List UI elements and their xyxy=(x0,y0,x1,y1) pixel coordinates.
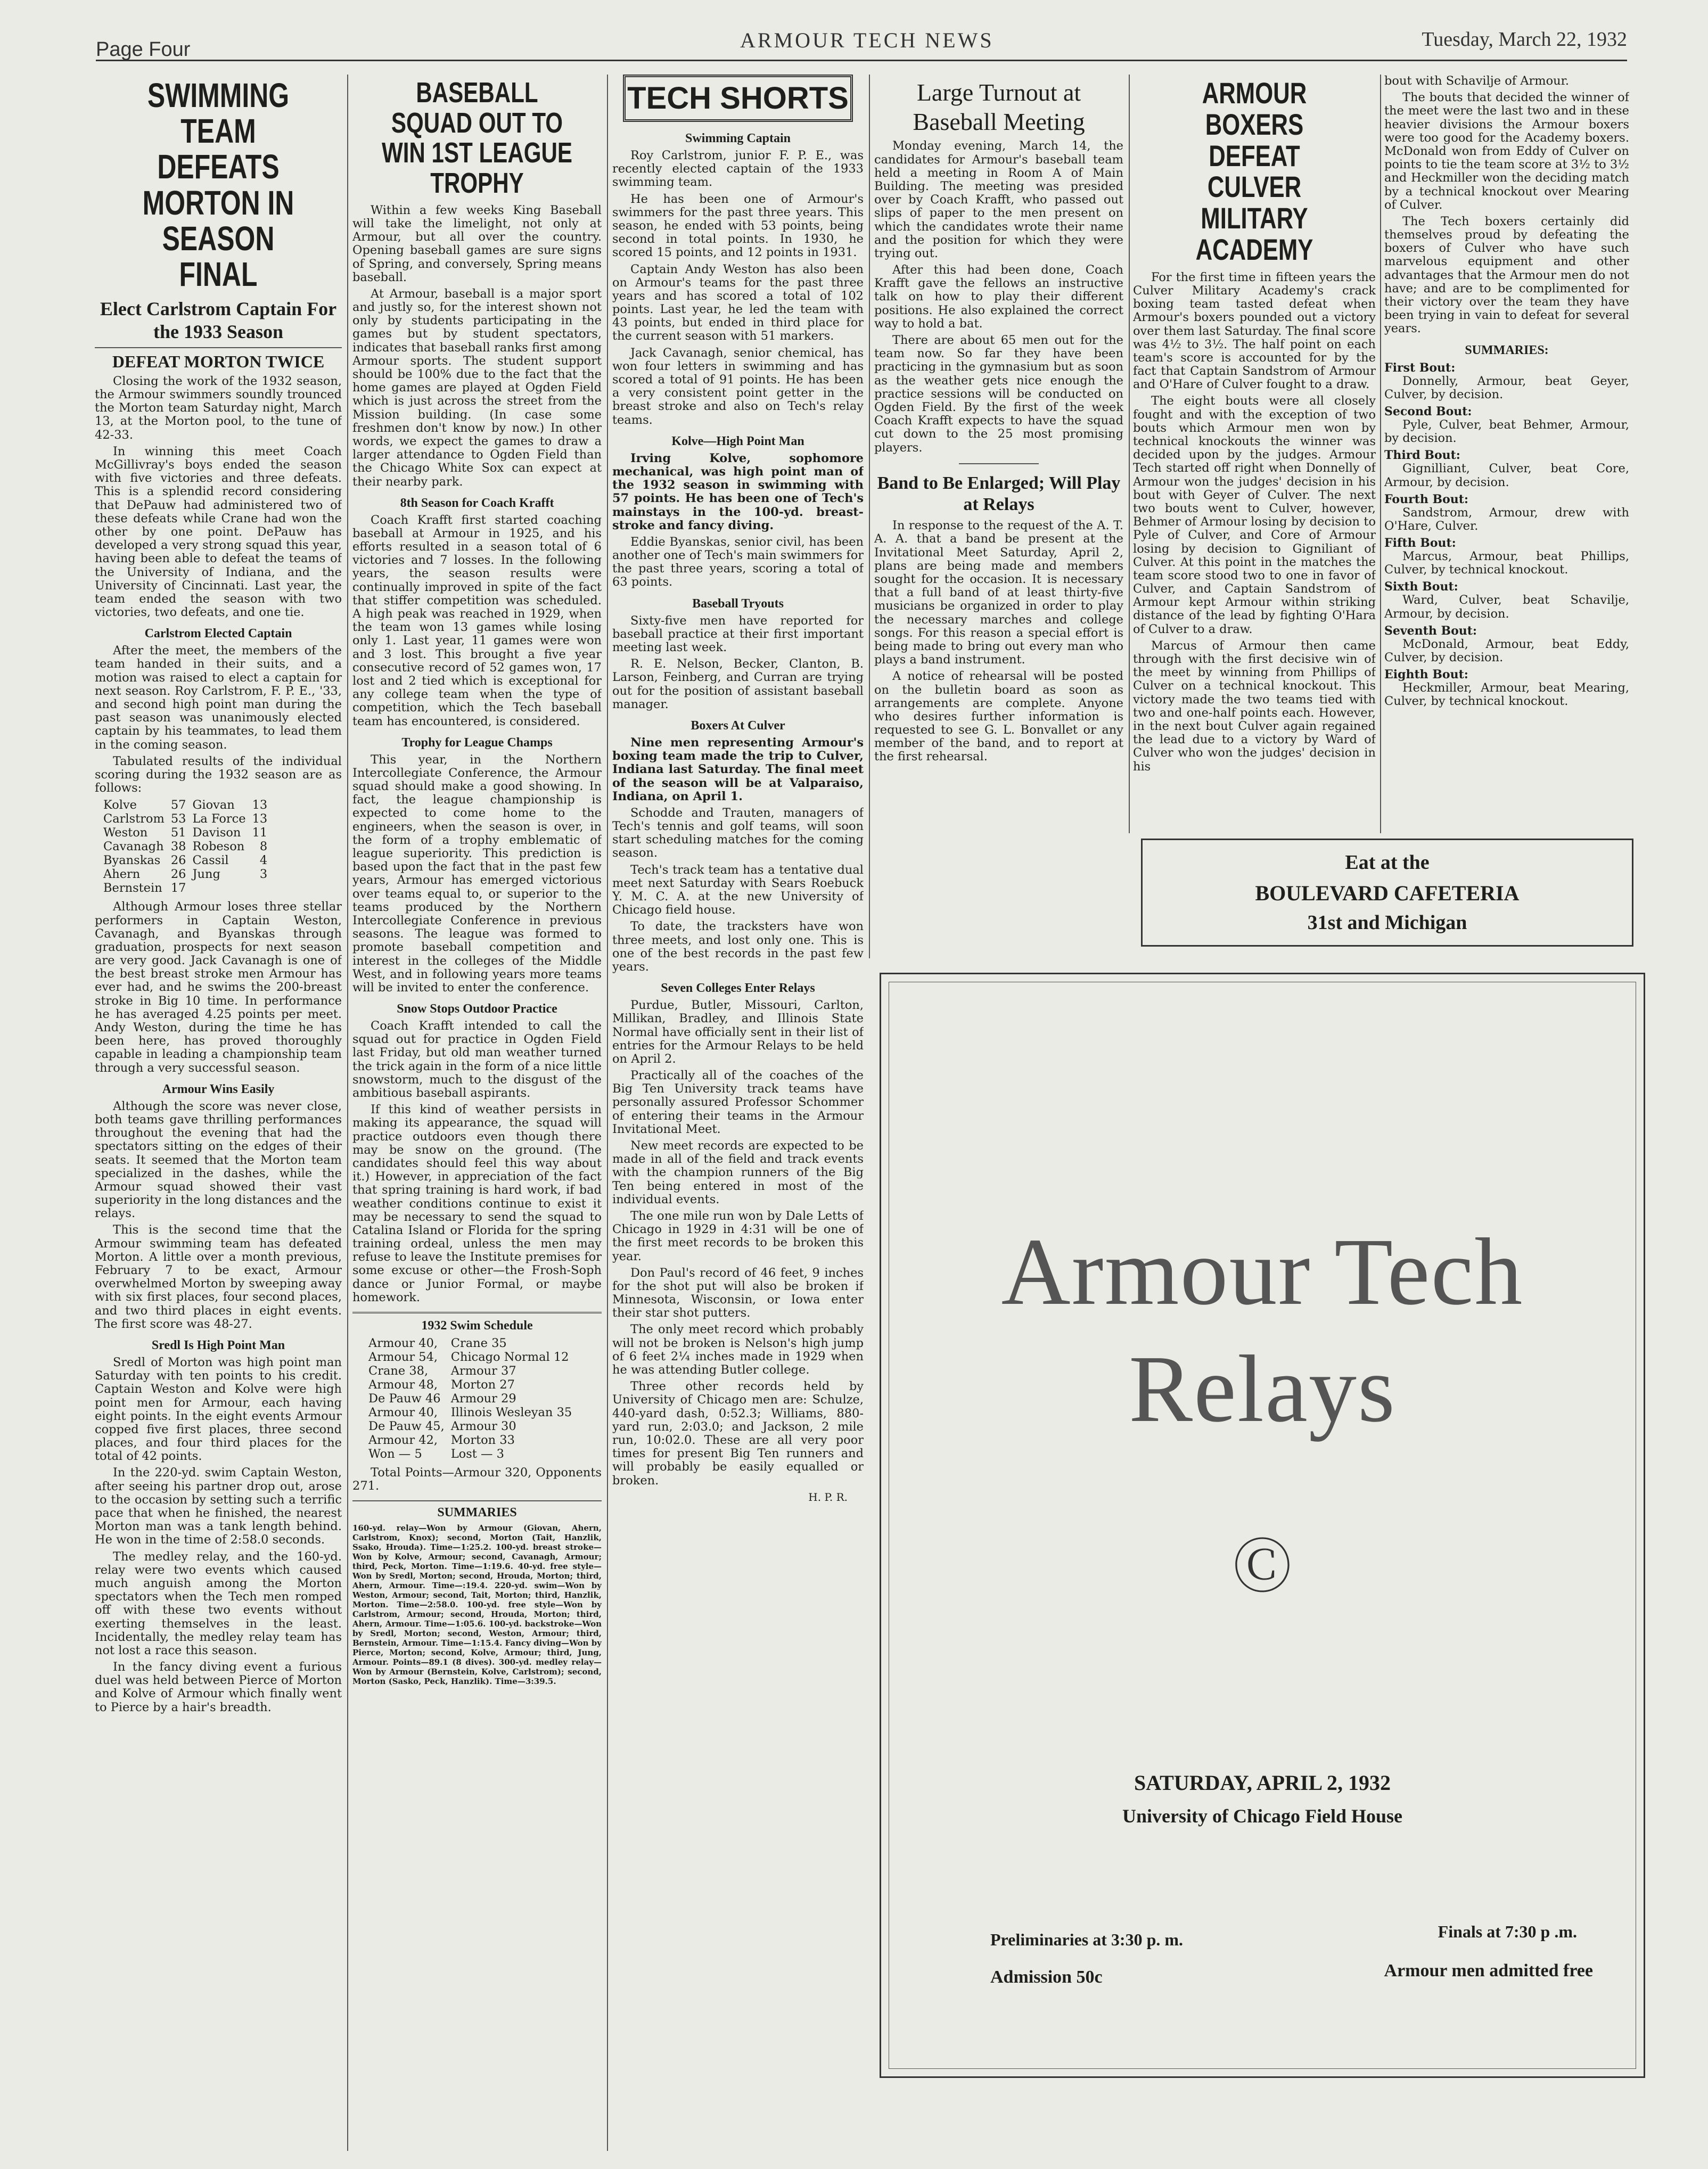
table-cell: Won — 5 xyxy=(368,1447,422,1461)
article-subhead: Kolve—High Point Man xyxy=(671,434,804,448)
article-paragraph: Sredl of Morton was high point man Saturday with ten points to his credit. Captain Weston and Kolve were high point men for Armour, each having eight points. In the eight events Armour copped five first places, three second places, and four third places for the total of 42 points. xyxy=(95,1355,342,1464)
table-cell: Giovan xyxy=(192,798,235,812)
summaries-title: SUMMARIES xyxy=(352,1500,602,1520)
table-cell: Byanskas xyxy=(103,853,161,868)
article-paragraph: In the 220-yd. swim Captain Weston, after seeing his partner drop out, arose to the occasion by setting such a terrific pace that when he finished, the nearest Morton man was a tank length behind. He won in the time of 2:58.0 seconds. xyxy=(95,1466,342,1547)
ad-line: BOULEVARD CAFETERIA xyxy=(1255,881,1520,905)
table-cell: Weston xyxy=(103,826,148,840)
schedule-total: Total Points—Armour 320, Opponents 271. xyxy=(352,1466,602,1493)
column-rule xyxy=(347,75,348,2151)
table-cell: Armour 37 xyxy=(450,1364,516,1378)
article-paragraph: The medley relay, and the 160-yd. relay were two events which caused much anguish among the Morton spectators when the Tech men romped off with these two events without exerting themselves in the least. Incidentally, the medley relay team has not lost a race this season. xyxy=(95,1549,342,1657)
article-paragraph: bout with Schavilje of Armour. xyxy=(1384,75,1570,88)
table-row xyxy=(365,1378,575,1392)
article-subhead: 8th Season for Coach Krafft xyxy=(400,496,554,510)
page-label: Page Four xyxy=(96,38,191,61)
schedule-title: 1932 Swim Schedule xyxy=(421,1319,533,1333)
column-rule xyxy=(869,75,870,958)
table-cell: Kolve xyxy=(103,798,137,812)
swim-schedule xyxy=(352,1312,602,1493)
table-row xyxy=(365,1336,575,1350)
table-cell: Armour 48, xyxy=(368,1378,438,1392)
article-paragraph: The eight bouts were all closely fought and with the exception of two bouts which Armour men won by technical knockouts the winner was decided upon by the judges. Armour Tech started off right when Donnelly of Armour won the judges' decision in his bout with Geyer of Culver. The next two bouts went to Culver, however, Behmer of Armour losing by decision to Pyle of Culver, and Core of Armour losing by decision to Gigniliant of Culver. At this point in the matches the team score stood two to one in favor of Culver, and Captain Sandstrom of Armour kept Armour within striking distance of the lead by fighting O'Hara of Culver to a draw. xyxy=(1133,394,1376,636)
table-cell xyxy=(189,881,249,895)
column-rule xyxy=(1380,75,1381,833)
bout-label: First Bout: xyxy=(1384,360,1456,375)
baseball-article xyxy=(352,75,602,2151)
individual-scoring-table xyxy=(100,798,270,895)
article-subhead: Armour Wins Easily xyxy=(162,1082,275,1096)
bout-label: Sixth Bout: xyxy=(1384,580,1458,594)
event-date: SATURDAY, APRIL 2, 1932 xyxy=(1134,1771,1391,1795)
article-paragraph: Nine men representing Armour's boxing team made the trip to Culver, Indiana last Saturday. The final meet of the season will be at Valparaiso, Indiana, on April 1. xyxy=(612,735,864,803)
divider xyxy=(959,463,1039,464)
relays-ad xyxy=(880,973,1645,2078)
article-paragraph: Coach Krafft first started coaching baseball at Armour in 1925, and his efforts resulted in a season total of 6 victories and 7 losses. In the following years, the season results were continually improved in spite of the fact that stiffer competition was scheduled. A high peak was reached in 1929, when the team won 13 games while losing only 1. Last year, 11 games were won and 3 lost. This brought a five year consecutive record of 52 games won, 17 lost and 2 tied which is exceptional for any college team when the type of competition, which the Tech baseball team has encountered, is considered. xyxy=(352,513,602,728)
table-row xyxy=(100,840,270,853)
table-cell: 8 xyxy=(259,840,268,854)
finals-time: Finals at 7:30 p .m. xyxy=(1438,1922,1577,1941)
article-paragraph: Captain Andy Weston has also been on Armour's teams for the past three years and has scored a total of 102 points. Last year, he led the team with 43 points, but ended in third place for the current season with 51 markers. xyxy=(612,262,864,343)
article-paragraph: New meet records are expected to be made in all of the field and track events with the champion runners of the Big Ten being entered in most of the individual events. xyxy=(612,1139,864,1206)
table-cell: Carlstrom xyxy=(103,812,165,826)
article-paragraph: A notice of rehearsal will be posted on the bulletin board as soon as arrangements are complete. Anyone who desires further information is requested to see G. L. Bonvallet or any member of the band, and to report at the first rehearsal. xyxy=(874,669,1123,764)
article-subhead: Trophy for League Champs xyxy=(401,735,553,750)
boxing-article xyxy=(1133,75,1376,833)
article-paragraph: Jack Cavanagh, senior chemical, has won four letters in swimming and has scored a total of 91 points. He has been a very consistent point getter in the breast stroke and also on Tech's relay teams. xyxy=(612,346,864,427)
table-row xyxy=(365,1433,575,1447)
article-paragraph: In winning this meet Coach McGillivray's boys ended the season with five victories and three defeats. This is a splendid record considering that DePauw had administered two of these defeats while Crane had won the other by one point. DePauw has developed a very strong squad this year, having been able to defeat the teams of the University of Indiana, and the University of Cincinnati. Last year, the team ended the season with two victories, two defeats, and one tie. xyxy=(95,444,342,620)
table-cell: Morton 27 xyxy=(450,1378,515,1392)
article-paragraph: If this kind of weather persists in making its appearance, the squad will practice outdoors even though there may be snow on the ground. (The candidates should feel this way about it.) However, in appreciation of the fact that spring training is hard work, if bad weather conditions continue to exist it may be necessary to send the squad to Catalina Island or Florida for the spring training ordeal, unless the men may refuse to leave the Institute premises for some excuse or other—the Frosh-Soph dance or Junior Formal, or maybe homework. xyxy=(352,1103,602,1304)
article-deck: Elect Carlstrom Captain For the 1933 Season xyxy=(100,298,337,343)
table-cell: De Pauw 45, xyxy=(368,1419,445,1433)
article-paragraph: Roy Carlstrom, junior F. P. E., was recently elected captain of the 1933 swimming team. xyxy=(612,149,864,190)
article-paragraph: Monday evening, March 14, the candidates for Armour's baseball team held a meeting in Room A of Main Building. The meeting was presided over by Coach Krafft, who passed out slips of paper to the men present on which the candidates wrote their name and the position for which they were trying out. xyxy=(874,139,1123,260)
free-admission-note: Armour men admitted free xyxy=(1384,1961,1593,1981)
article-paragraph: Don Paul's record of 46 feet, 9 inches for the shot put will also be broken if Minnesota, Wisconsin, or Iowa enter their star shot putters. xyxy=(612,1266,864,1320)
table-cell: Robeson xyxy=(192,840,245,854)
table-row xyxy=(100,881,270,895)
table-row xyxy=(100,798,270,812)
summaries-title: SUMMARIES: xyxy=(1465,343,1549,357)
article-paragraph: Tabulated results of the individual scoring during the 1932 season are as follows: xyxy=(95,754,342,795)
article-paragraph: The one mile run won by Dale Letts of Chicago in 1929 in 4:31 will be one of the first meet records to be broken this year. xyxy=(612,1209,864,1263)
swim-summaries: 160-yd. relay—Won by Armour (Giovan, Ahern, Carlstrom, Knox); second, Morton (Tait, Hanzlik, Ssako, Hrouda). Time—1:25.2. 100-yd. breast stroke—Won by Kolve, Armour; second, Cavanagh, Armour; third, Peck, Morton. Time—1:19.6. 40-yd. free style—Won by Sredl, Morton; second, Hrouda, Morton; third, Ahern, Armour. Time—:19.4. 220-yd. swim—Won by Weston, Armour; second, Tait, Morton; third, Hanzlik, Morton. Time—2:58.0. 100-yd. free style—Won by Carlstrom, Armour; second, Hrouda, Morton; third, Ahern, Armour. Time—1:05.6. 100-yd. backstroke—Won by Sredl, Morton; second, Weston, Armour; third, Bernstein, Armour. Time—1:15.4. Fancy diving—Won by Pierce, Morton; second, Kolve, Armour; third, Jung, Armour. Points—89.1 (8 dives). 300-yd. medley relay—Won by Armour (Bernstein, Kolve, Carlstrom); second, Morton (Sasko, Peck, Hanzlik). Time—3:39.5. xyxy=(352,1523,602,1687)
article-paragraph: Purdue, Butler, Missouri, Carlton, Millikan, Bradley, and Illinois State Normal have officially sent in their list of entries for the Armour Relays to be held on April 2. xyxy=(612,998,864,1066)
prelims-time: Preliminaries at 3:30 p. m. xyxy=(990,1930,1184,1949)
article-paragraph: Although Armour loses three stellar performers in Captain Weston, Cavanagh, and Byanskas through graduation, prospects for next season are very good. Jack Cavanagh is one of the best breast stroke men Armour has ever had, and he swims the 200-breast stroke in Big 10 time. In performance he has averaged 4.25 points per meet. Andy Weston, during the time he has been here, has proved thoroughly capable in leading a championship team through a very successful season. xyxy=(95,900,342,1075)
boxing-article-continued xyxy=(1384,75,1629,833)
table-cell: 38 xyxy=(170,840,186,854)
article-subhead: Seven Colleges Enter Relays xyxy=(661,981,815,996)
article-subhead: Boxers At Culver xyxy=(691,718,785,733)
table-cell: Jung xyxy=(192,867,220,882)
admission-price: Admission 50c xyxy=(990,1967,1103,1987)
table-cell: Davison xyxy=(192,826,241,840)
table-row xyxy=(365,1447,575,1461)
table-cell: 13 xyxy=(252,812,268,826)
table-cell: Lost — 3 xyxy=(450,1447,504,1461)
article-paragraph: Closing the work of the 1932 season, the Armour swimmers soundly trounced the Morton team Saturday night, March 13, at the Morton pool, to the tune of 42-33. xyxy=(95,374,342,442)
article-headline: ARMOUR BOXERS DEFEAT CULVER MILITARY ACADEMY xyxy=(1195,76,1313,266)
table-row xyxy=(100,867,270,881)
ad-line: 31st and Michigan xyxy=(1307,911,1467,934)
masthead xyxy=(96,28,1627,61)
bout-result: McDonald, Armour, beat Eddy, Culver, by decision. xyxy=(1384,637,1629,664)
table-cell: Armour 42, xyxy=(368,1433,438,1447)
tech-shorts-header: TECH SHORTS xyxy=(623,75,853,122)
baseball-meeting-article xyxy=(874,75,1123,948)
table-cell: Crane 38, xyxy=(368,1364,429,1378)
ornament-icon: Ⓒ xyxy=(1233,1535,1292,1600)
table-cell: Armour 40, xyxy=(368,1406,438,1419)
article-paragraph: He has been one of Armour's swimmers for the past three years. This season, he ended with 53 points, being second in total points. In 1930, he scored 15 points, and 12 points in 1931. xyxy=(612,192,864,260)
table-cell: 57 xyxy=(170,798,186,812)
bout-label: Third Bout: xyxy=(1384,448,1460,463)
tech-shorts-column xyxy=(612,75,864,2151)
article-paragraph: Sixty-five men have reported for baseball practice at their first important meeting last week. xyxy=(612,613,864,654)
article-paragraph: R. E. Nelson, Becker, Clanton, B. Larson, Feinberg, and Curran are trying out for the position of assistant baseball manager. xyxy=(612,657,864,711)
article-paragraph: At Armour, baseball is a major sport and justly so, for the interest shown not only by students participating in the games but by student spectators, indicates that baseball ranks first among Armour sports. The student support should be 100% due to the fact that the home games are played at Ogden Field which is just across the street from the Mission building. (In case some freshmen don't know by now.) In other words, we expect the games to draw a larger attendance to Ogden Field than the Chicago White Sox can expect at their nearby park. xyxy=(352,286,602,489)
article-paragraph: Coach Krafft intended to call the squad out for practice in Ogden Field last Friday, but old man weather turned the trick again in the form of a nice little snowstorm, much to the disgust of the ambitious baseball aspirants. xyxy=(352,1019,602,1100)
table-cell: 51 xyxy=(170,826,186,840)
article-paragraph: For the first time in fifteen years the Culver Military Academy's crack boxing team tasted defeat when Armour's boxers pounded out a victory over them last Saturday. The final score was 4½ to 3½. The half point on each team's score is accounted for by the fact that Captain Sandstrom of Armour and O'Hare of Culver fought to a draw. xyxy=(1133,270,1376,392)
article-paragraph: This is the second time that the Armour swimming team has defeated Morton. A little over a month previous, February 7 to be exact, Armour overwhelmed Morton by sweeping away with six first places, four second places, and two third places in eight events. The first score was 48-27. xyxy=(95,1223,342,1331)
table-cell: 4 xyxy=(259,853,268,868)
table-cell: Armour 40, xyxy=(368,1336,438,1350)
article-headline: BASEBALL SQUAD OUT TO WIN 1ST LEAGUE TROPHY xyxy=(381,77,573,200)
ad-inner-border xyxy=(889,982,1636,2069)
bout-result: Gignilliant, Culver, beat Core, Armour, by decision. xyxy=(1384,462,1629,489)
paper-name: ARMOUR TECH NEWS xyxy=(740,28,994,52)
article-paragraph: Practically all of the coaches of the Big Ten University track teams have personally assured Professor Schommer of entering their teams in the Armour Invitational Meet. xyxy=(612,1069,864,1136)
table-cell: 17 xyxy=(170,881,186,895)
article-paragraph: In response to the request of the A. T. A. A. that a band be present at the Invitational Meet Saturday, April 2, plans are being made and members sought for the occasion. It is necessary that a full band of at least thirty-five musicians be organized in order to play the necessary marches and college songs. For this reason a special effort is being made to bring out every man who plays a band instrument. xyxy=(874,519,1123,667)
article-paragraph: Marcus of Armour then came through with the first decisive win of the meet by winning from Phillips of Culver on a technical knockout. This victory made the two teams tied with two and one-half points each. However, in the next bout Culver again regained the lead due to a victory by Ward of Culver who won the judges' decision in his xyxy=(1133,638,1376,774)
article-paragraph: Although the score was never close, both teams gave thrilling performances throughout the evening that had the spectators sitting on the edges of their seats. It seemed that the Morton team specialized in the dashes, while the Armour squad showed their vast superiority in the long distances and the relays. xyxy=(95,1099,342,1221)
article-subhead: Sredl Is High Point Man xyxy=(151,1338,285,1352)
bout-label: Second Bout: xyxy=(1384,404,1472,418)
table-row xyxy=(365,1392,575,1406)
table-row xyxy=(100,826,270,840)
ad-title: Armour Tech xyxy=(1001,1219,1524,1325)
article-paragraph: There are about 65 men out for the team now. So far they have been practicing in the gymnasium but as soon as the weather gets nice enough the practice sessions will be conducted on Ogden Field. By the first of the week Coach Krafft expects to have the squad cut down to the 25 most promising players. xyxy=(874,333,1123,455)
table-cell: 13 xyxy=(252,798,268,812)
table-cell: Crane 35 xyxy=(450,1336,507,1350)
cafeteria-ad xyxy=(1141,839,1633,947)
article-paragraph: The only meet record which probably will not be broken is Nelson's high jump of 6 feet 2¼ inches made in 1929 when he was attending Butler college. xyxy=(612,1322,864,1377)
bout-label: Eighth Bout: xyxy=(1384,668,1468,682)
article-paragraph: The bouts that decided the winner of the meet were the last two and in these heavier divisions the Armour boxers were too good for the Academy boxers. McDonald won from Eddy of Culver on points to tie the team score at 3½ to 3½ and Heckmiller won the deciding match by a technical knockout over Mearing of Culver. xyxy=(1384,91,1629,212)
table-row xyxy=(100,853,270,867)
table-cell: La Force xyxy=(192,812,246,826)
article-paragraph: Three other records held by University of Chicago men are: Schulze, 440-yard dash, 0:52.3; Williams, 880-yard run, 2:03.0; and Jackson, 2 mile run, 10:02.0. These are all very poor times for present Big Ten runners and will probably be easily equalled or broken. xyxy=(612,1379,864,1488)
table-row xyxy=(365,1350,575,1364)
article-paragraph: To date, the tracksters have won three meets, and lost only one. This is one of the best records in the past few years. xyxy=(612,919,864,974)
article-paragraph: Within a few weeks King Baseball will take the limelight, not only at Armour, but all over the country. Opening baseball games are sure signs of Spring, and conversely, Spring means baseball. xyxy=(352,203,602,284)
column-rule xyxy=(1129,75,1130,833)
table-cell: Armour 29 xyxy=(450,1392,516,1406)
article-subhead: Carlstrom Elected Captain xyxy=(144,627,292,641)
table-cell: Cassil xyxy=(192,853,229,868)
table-cell: 3 xyxy=(259,867,268,882)
article-paragraph: Tech's track team has a tentative dual meet next Saturday with Sears Roebuck Y. M. C. A. at the new University of Chicago field house. xyxy=(612,862,864,917)
article-paragraph: Schodde and Trauten, managers of Tech's tennis and golf teams, will soon start scheduling matches for the coming season. xyxy=(612,806,864,860)
bout-result: Heckmiller, Armour, beat Mearing, Culver, by technical knockout. xyxy=(1384,681,1629,709)
event-venue: University of Chicago Field House xyxy=(1122,1805,1402,1827)
article-deck: DEFEAT MORTON TWICE xyxy=(95,347,342,372)
table-cell: 53 xyxy=(170,812,186,826)
table-row xyxy=(365,1406,575,1419)
table-cell: Morton 33 xyxy=(450,1433,515,1447)
bout-result: Ward, Culver, beat Schavilje, Armour, by decision. xyxy=(1384,593,1629,621)
bout-label: Seventh Bout: xyxy=(1384,623,1477,638)
table-cell: Armour 30 xyxy=(450,1419,516,1433)
table-cell: Ahern xyxy=(103,867,141,882)
article-paragraph: After this had been done, Coach Krafft gave the fellows an instructive talk on how to play their different positions. He also explained the correct way to hold a bat. xyxy=(874,263,1123,331)
table-row xyxy=(365,1419,575,1433)
table-cell: De Pauw 46 xyxy=(368,1392,441,1406)
bout-result: Marcus, Armour, beat Phillips, Culver, by technical knockout. xyxy=(1384,549,1629,577)
article-subhead: Snow Stops Outdoor Practice xyxy=(397,1002,557,1016)
issue-date: Tuesday, March 22, 1932 xyxy=(1422,28,1627,51)
table-row xyxy=(365,1364,575,1378)
bout-label: Fourth Bout: xyxy=(1384,492,1469,506)
article-paragraph: The Tech boxers certainly did themselves proud by defeating the boxers of Culver who have such marvelous equipment and other advantages that the Armour men do not have; and are to be complimented for their victory over the team they have been trying in vain to defeat for several years. xyxy=(1384,214,1629,336)
table-cell: Armour 54, xyxy=(368,1350,438,1364)
table-cell: Illinois Wesleyan 35 xyxy=(450,1406,572,1419)
table-cell xyxy=(249,881,271,895)
table-cell: Cavanagh xyxy=(103,840,164,854)
bout-result: Sandstrom, Armour, drew with O'Hare, Culver. xyxy=(1384,505,1629,533)
article-paragraph: In the fancy diving event a furious duel was held between Pierce of Morton and Kolve of Armour which finally went to Pierce by a hair's breadth. xyxy=(95,1660,342,1714)
column-rule xyxy=(607,75,608,2151)
table-cell: Bernstein xyxy=(103,881,162,895)
article-headline: SWIMMING TEAM DEFEATS MORTON IN SEASON FINAL xyxy=(142,76,294,293)
table-cell: 26 xyxy=(170,867,186,882)
ad-line: Eat at the xyxy=(1345,851,1430,874)
article-paragraph: After the meet, the members of the team handed in their suits, and a motion was raised to elect a captain for next season. Roy Carlstrom, F. P. E., '33, and second high point man during the past season was unanimously elected captain by his teammates, to lead them in the coming season. xyxy=(95,644,342,752)
table-cell: Chicago Normal 12 xyxy=(450,1350,569,1364)
table-row xyxy=(100,812,270,826)
schedule-table xyxy=(365,1336,575,1461)
article-subhead: Swimming Captain xyxy=(685,132,791,145)
article-paragraph: Irving Kolve, sophomore mechanical, was high point man of the 1932 season in swimming with 57 points. He has been one of Tech's mainstays in the 100-yd. breast-stroke and fancy diving. xyxy=(612,451,864,532)
article-headline: Band to Be Enlarged; Will Play at Relays xyxy=(877,473,1121,515)
author-initials: H. P. R. xyxy=(808,1490,848,1503)
article-paragraph: Eddie Byanskas, senior civil, has been another one of Tech's main swimmers for the past three years, scoring a total of 63 points. xyxy=(612,535,864,589)
bout-result: Donnelly, Armour, beat Geyer, Culver, by decision. xyxy=(1384,374,1629,401)
swimming-article xyxy=(95,75,342,2151)
bout-label: Fifth Bout: xyxy=(1384,536,1456,551)
bout-result: Pyle, Culver, beat Behmer, Armour, by decision. xyxy=(1384,417,1629,446)
article-paragraph: This year, in the Northern Intercollegiate Conference, the Armour squad should make a good showing. In fact, the league championship is expected to come home to the engineers, when the season is over, in the form of a trophy emblematic of league superiority. This prediction is based upon the fact that in the past few years, Armour has emerged victorious over teams equal to, or superior to the teams produced by the Northern Intercollegiate Conference in previous seasons. The league was formed to promote baseball competition and interest in the colleges of the Middle West, and in following years more teams will be invited to enter the conference. xyxy=(352,752,602,995)
table-cell: 26 xyxy=(170,853,186,868)
article-headline: Large Turnout at Baseball Meeting xyxy=(913,79,1085,136)
table-cell: 11 xyxy=(252,826,268,840)
ad-title: Relays xyxy=(1129,1336,1396,1442)
article-subhead: Baseball Tryouts xyxy=(692,596,784,611)
